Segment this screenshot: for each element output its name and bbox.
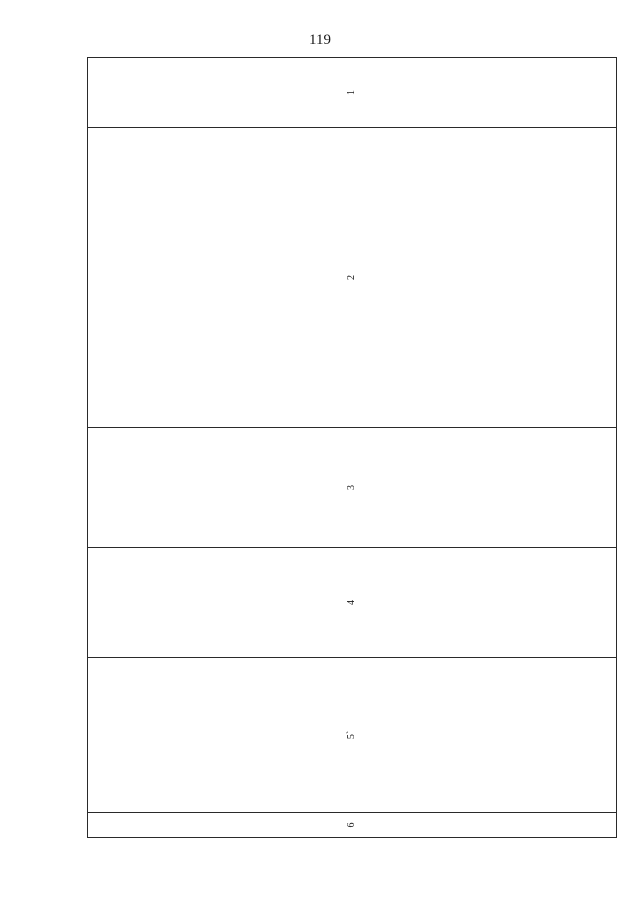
rotated-table-container [87,58,617,838]
header-col-6: 6 [88,813,617,838]
page-number: 119 [309,32,331,48]
header-col-2: 2 [88,128,617,428]
header-col-5: 5` [88,658,617,813]
table-header-row [88,58,617,838]
header-col-4: 4 [88,548,617,658]
header-col-1: 1 [88,58,617,128]
header-col-3: 3 [88,428,617,548]
budget-table [87,57,617,838]
